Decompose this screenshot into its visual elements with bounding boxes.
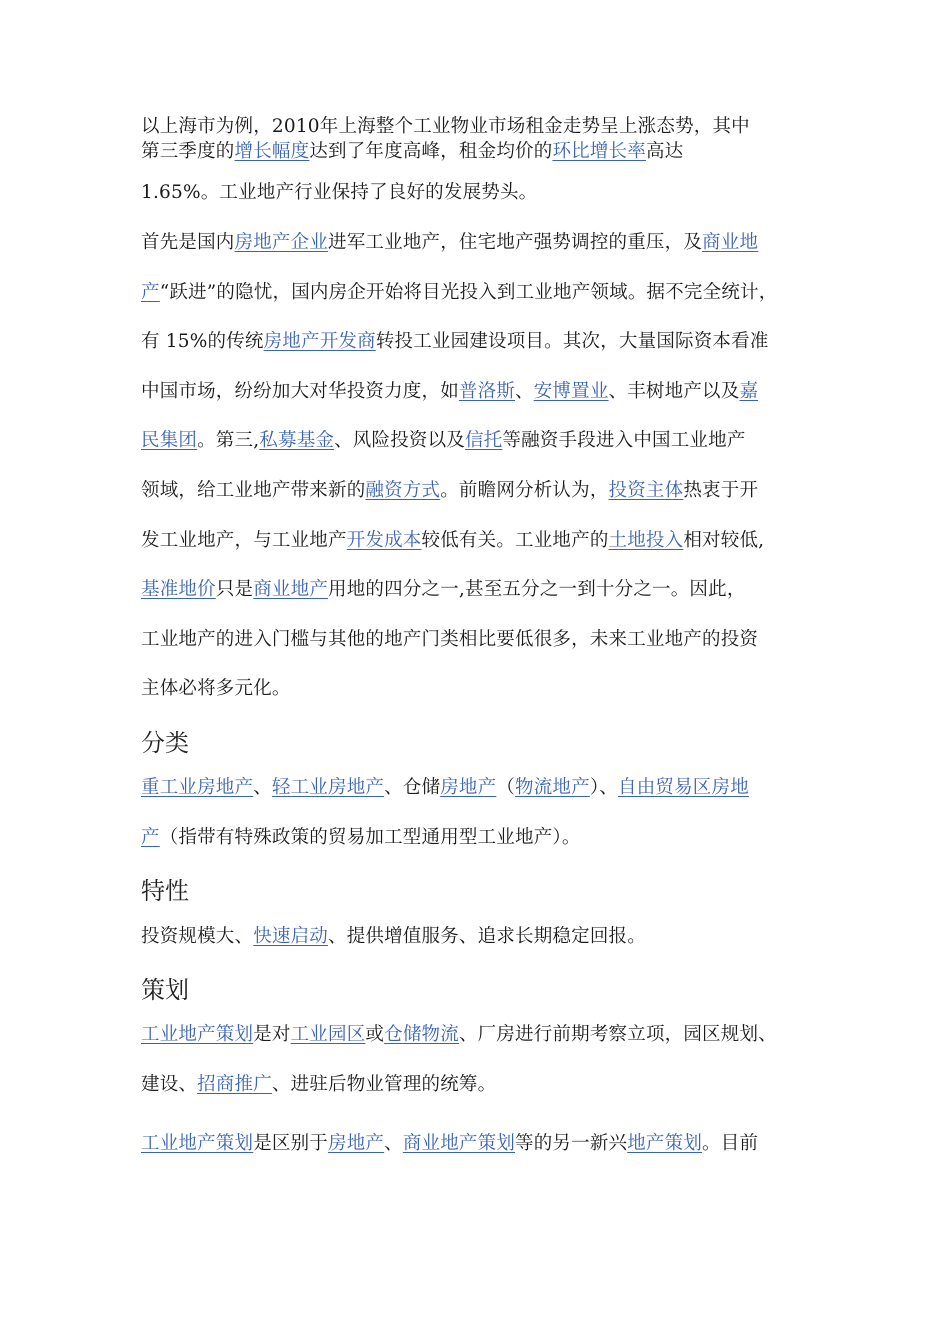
text: 、 [515,381,534,402]
features-line [141,924,831,950]
para2-line-1 [141,230,831,256]
text: 达到了年度高峰，租金均价的 [309,141,553,162]
text: 热衷于开 [683,480,759,501]
link-prologis[interactable]: 普洛斯 [458,381,516,402]
classification-line-1 [141,775,831,801]
text: （ [496,777,516,798]
text: 。第三, [197,430,260,451]
planning-line-2 [141,1072,831,1098]
text: 、厂房进行前期考察立项，园区规划、 [458,1024,777,1045]
text: 转投工业园建设项目。其次，大量国际资本看准 [375,331,769,352]
link-benchmark-land-price[interactable]: 基准地价 [141,579,216,600]
link-commercial-re[interactable]: 商业地 [702,232,759,253]
text: 、风险投资以及 [334,430,466,451]
text: 、丰树地产以及 [608,381,740,402]
text: 高达 [645,141,684,162]
text: 较低有关。工业地产的 [421,530,609,551]
para2-line-7 [141,528,831,554]
link-industrial-park[interactable]: 工业园区 [290,1024,366,1045]
intro-line-1 [141,114,831,140]
text: 进军工业地产，住宅地产强势调控的重压，及 [328,232,703,253]
text: 等的另一新兴 [515,1133,628,1154]
para2-line-8 [141,577,831,603]
para2-line-6 [141,478,831,504]
link-qoq-growth[interactable]: 环比增长率 [552,141,646,162]
text: 、进驻后物业管理的统筹。 [271,1074,497,1095]
text: 1.65%。工业地产行业保持了良好的发展势头。 [141,182,538,203]
text: 、 [253,777,272,798]
para2-line-5 [141,428,831,454]
text: 投资规模大、 [141,926,254,947]
text: “跃进”的隐忧，国内房企开始将目光投入到工业地产领域。据不完全统计， [159,282,778,303]
para2-line-4 [141,379,831,405]
planning-line-3 [141,1131,831,1157]
text: 、 [384,1133,403,1154]
link-logistics-re[interactable]: 物流地产 [515,777,590,798]
link-industrial-re-planning[interactable]: 工业地产策划 [141,1024,254,1045]
text: （指带有特殊政策的贸易加工型通用型工业地产）。 [159,827,581,848]
text: 领域，给工业地产带来新的 [141,480,366,501]
link-real-estate-2[interactable]: 房地产 [328,1133,385,1154]
text: 以上海市为例，2010年上海整个工业物业市场租金走势呈上涨态势，其中 [141,116,750,137]
link-land-investment[interactable]: 土地投入 [608,530,684,551]
heading-features: 特性 [141,877,189,905]
link-trust[interactable]: 信托 [465,430,503,451]
text: 用地的四分之一,甚至五分之一到十分之一。因此， [328,579,746,600]
link-private-equity[interactable]: 私募基金 [259,430,335,451]
link-commercial-re-planning[interactable]: 商业地产策划 [402,1133,516,1154]
text: 相对较低, [683,530,765,551]
text: ）、 [589,777,618,798]
text: 是区别于 [253,1133,329,1154]
link-dev-cost[interactable]: 开发成本 [346,530,422,551]
text: 或 [365,1024,385,1045]
text: 中国市场，纷纷加大对华投资力度，如 [141,381,459,402]
link-developer[interactable]: 房地产开发商 [263,331,376,352]
link-growth-rate[interactable]: 增长幅度 [234,141,310,162]
link-re-enterprise[interactable]: 房地产企业 [234,232,329,253]
intro-line-2 [141,139,831,165]
text: 首先是国内 [141,232,235,253]
link-commercial-re-cont[interactable]: 产 [141,282,160,303]
link-gaw[interactable]: 嘉 [739,381,759,402]
text: 。前瞻网分析认为， [440,480,609,501]
para2-line-2 [141,280,831,306]
link-quick-start[interactable]: 快速启动 [253,926,329,947]
para2-line-3 [141,329,831,355]
para2-line-10 [141,676,831,702]
link-investor[interactable]: 投资主体 [608,480,684,501]
intro-line-3 [141,180,831,206]
link-re-planning[interactable]: 地产策划 [627,1133,703,1154]
text: 等融资手段进入中国工业地产 [502,430,746,451]
text: 。目前 [702,1133,759,1154]
classification-line-2 [141,825,831,851]
text: 是对 [253,1024,291,1045]
text: 有 15%的传统 [141,331,264,352]
text: 发工业地产，与工业地产 [141,530,347,551]
link-storage-logistics[interactable]: 仓储物流 [384,1024,459,1045]
link-ftz-re-cont[interactable]: 产 [141,827,160,848]
link-investment-promotion[interactable]: 招商推广 [197,1074,272,1095]
text: 工业地产的进入门槛与其他的地产门类相比要低很多，未来工业地产的投资 [141,629,759,650]
text: 、提供增值服务、追求长期稳定回报。 [328,926,646,947]
heading-planning: 策划 [141,976,189,1004]
link-light-industry-re[interactable]: 轻工业房地产 [271,777,385,798]
link-gaw-cont[interactable]: 民集团 [141,430,198,451]
text: 、仓储 [384,777,441,798]
text: 第三季度的 [141,141,235,162]
link-heavy-industry-re[interactable]: 重工业房地产 [141,777,254,798]
link-financing-method[interactable]: 融资方式 [365,480,441,501]
text: 建设、 [141,1074,198,1095]
link-commercial-re-2[interactable]: 商业地产 [253,579,329,600]
link-ascendas[interactable]: 安博置业 [533,381,609,402]
para2-line-9 [141,627,831,653]
heading-classification: 分类 [141,729,189,757]
text: 只是 [215,579,254,600]
link-ftz-re[interactable]: 自由贸易区房地 [618,777,749,798]
planning-line-1 [141,1022,831,1048]
link-industrial-re-planning-2[interactable]: 工业地产策划 [141,1133,254,1154]
link-real-estate[interactable]: 房地产 [440,777,497,798]
text: 主体必将多元化。 [141,678,291,699]
